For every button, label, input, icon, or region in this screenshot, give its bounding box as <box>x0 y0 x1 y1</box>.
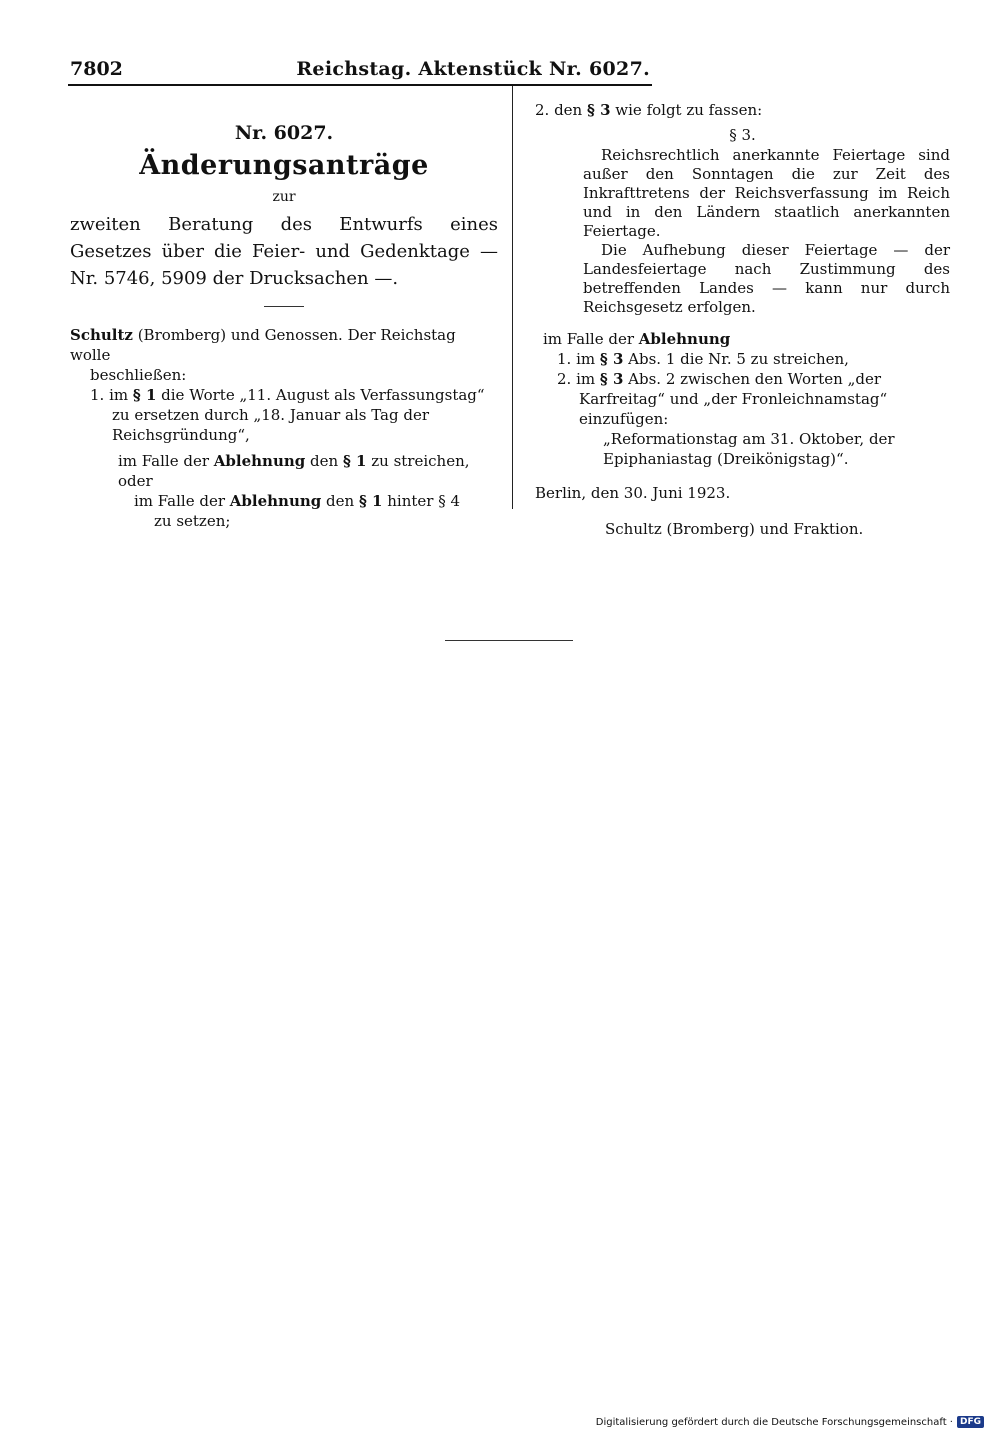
case-a: im Falle der <box>543 330 639 348</box>
list-2-section: § 3 <box>599 370 624 388</box>
footer-text: Digitalisierung gefördert durch die Deutsche Forschungsgemeinschaft · <box>595 1416 953 1428</box>
intro-text: (Bromberg) und Genossen. Der Reichstag wolle <box>70 326 456 364</box>
item-1-text: die Worte „11. August als Verfassungstag“ zu ersetzen durch „18. Januar als Tag der Reichsgründung“, <box>112 386 485 444</box>
alt-2-a: im Falle der <box>134 492 230 510</box>
list-1-prefix: 1. im <box>557 350 600 368</box>
alt-1-e: zu streichen, <box>366 452 470 470</box>
alt-2-c: den <box>321 492 359 510</box>
alt-1-ablehnung: Ablehnung <box>213 452 306 470</box>
oder: oder <box>118 472 153 490</box>
item-1-section: § 1 <box>132 386 157 404</box>
item-2 <box>535 100 950 120</box>
intro-paragraph <box>70 325 498 365</box>
document-number: Nr. 6027. <box>234 122 334 144</box>
item-1-prefix: 1. im <box>90 386 133 404</box>
alternative-2-cont: zu setzen; <box>154 512 231 530</box>
page-number: 7802 <box>70 58 123 80</box>
list-1-text: Abs. 1 die Nr. 5 zu streichen, <box>623 350 849 368</box>
list-item-2 <box>535 369 950 429</box>
running-title: Reichstag. Aktenstück Nr. 6027. <box>296 58 650 80</box>
end-rule <box>445 640 573 641</box>
list-item-1 <box>535 349 950 369</box>
paragraph-text-2: Die Aufhebung dieser Feiertage — der Landesfeiertage nach Zustimmung des betreffenden Landes — kann nur durch Reichsgesetz erfolgen. <box>583 241 950 316</box>
alt-1-c: den <box>305 452 343 470</box>
spacer <box>535 317 950 329</box>
right-column <box>535 100 950 539</box>
section-rule <box>264 306 304 307</box>
alt-2-section: § 1 <box>358 492 383 510</box>
main-title: Änderungsanträge <box>139 150 429 181</box>
intro-line2: beschließen: <box>90 366 187 384</box>
dfg-logo: DFG <box>957 1416 984 1428</box>
item-2-section: § 3 <box>587 101 611 119</box>
alt-2-e: hinter § 4 <box>382 492 461 510</box>
alternative-2 <box>70 491 498 511</box>
zur-line: zur <box>272 189 296 205</box>
list-1-section: § 3 <box>599 350 624 368</box>
case-ablehnung-word: Ablehnung <box>638 330 731 348</box>
proposer-name: Schultz <box>70 326 133 344</box>
alt-1-a: im Falle der <box>118 452 214 470</box>
place-date: Berlin, den 30. Juni 1923. <box>535 484 731 502</box>
list-2-text: Abs. 2 zwischen den Worten „der Karfreitag“ und „der Fronleichnamstag“ einzufügen: <box>579 370 888 428</box>
list-item-2-insert: „Reformationstag am 31. Oktober, der Epiphaniastag (Dreikönigstag)“. <box>603 430 895 468</box>
alternative-1 <box>70 451 498 471</box>
subtitle: zweiten Beratung des Entwurfs eines Gesetzes über die Feier- und Gedenktage — Nr. 5746, 5909 der Drucksachen —. <box>70 214 498 289</box>
case-ablehnung <box>535 329 950 349</box>
header-rule <box>68 84 652 86</box>
item-2-prefix: 2. den <box>535 101 587 119</box>
list-2-prefix: 2. im <box>557 370 600 388</box>
paragraph-text-1: Reichsrechtlich anerkannte Feiertage sind außer den Sonntagen die zur Zeit des Inkrafttretens der Reichsverfassung im Reich und in den Ländern staatlich anerkannten Feiertage. <box>583 146 950 240</box>
column-divider <box>512 86 513 509</box>
alt-2-ablehnung: Ablehnung <box>229 492 322 510</box>
left-column <box>70 112 498 531</box>
item-2-text: wie folgt zu fassen: <box>610 101 763 119</box>
footer <box>596 1416 984 1428</box>
signature: Schultz (Bromberg) und Fraktion. <box>605 520 864 538</box>
alt-1-section: § 1 <box>342 452 367 470</box>
item-1 <box>70 385 498 445</box>
paragraph-sign: § 3. <box>729 126 756 144</box>
page-header <box>70 54 650 84</box>
